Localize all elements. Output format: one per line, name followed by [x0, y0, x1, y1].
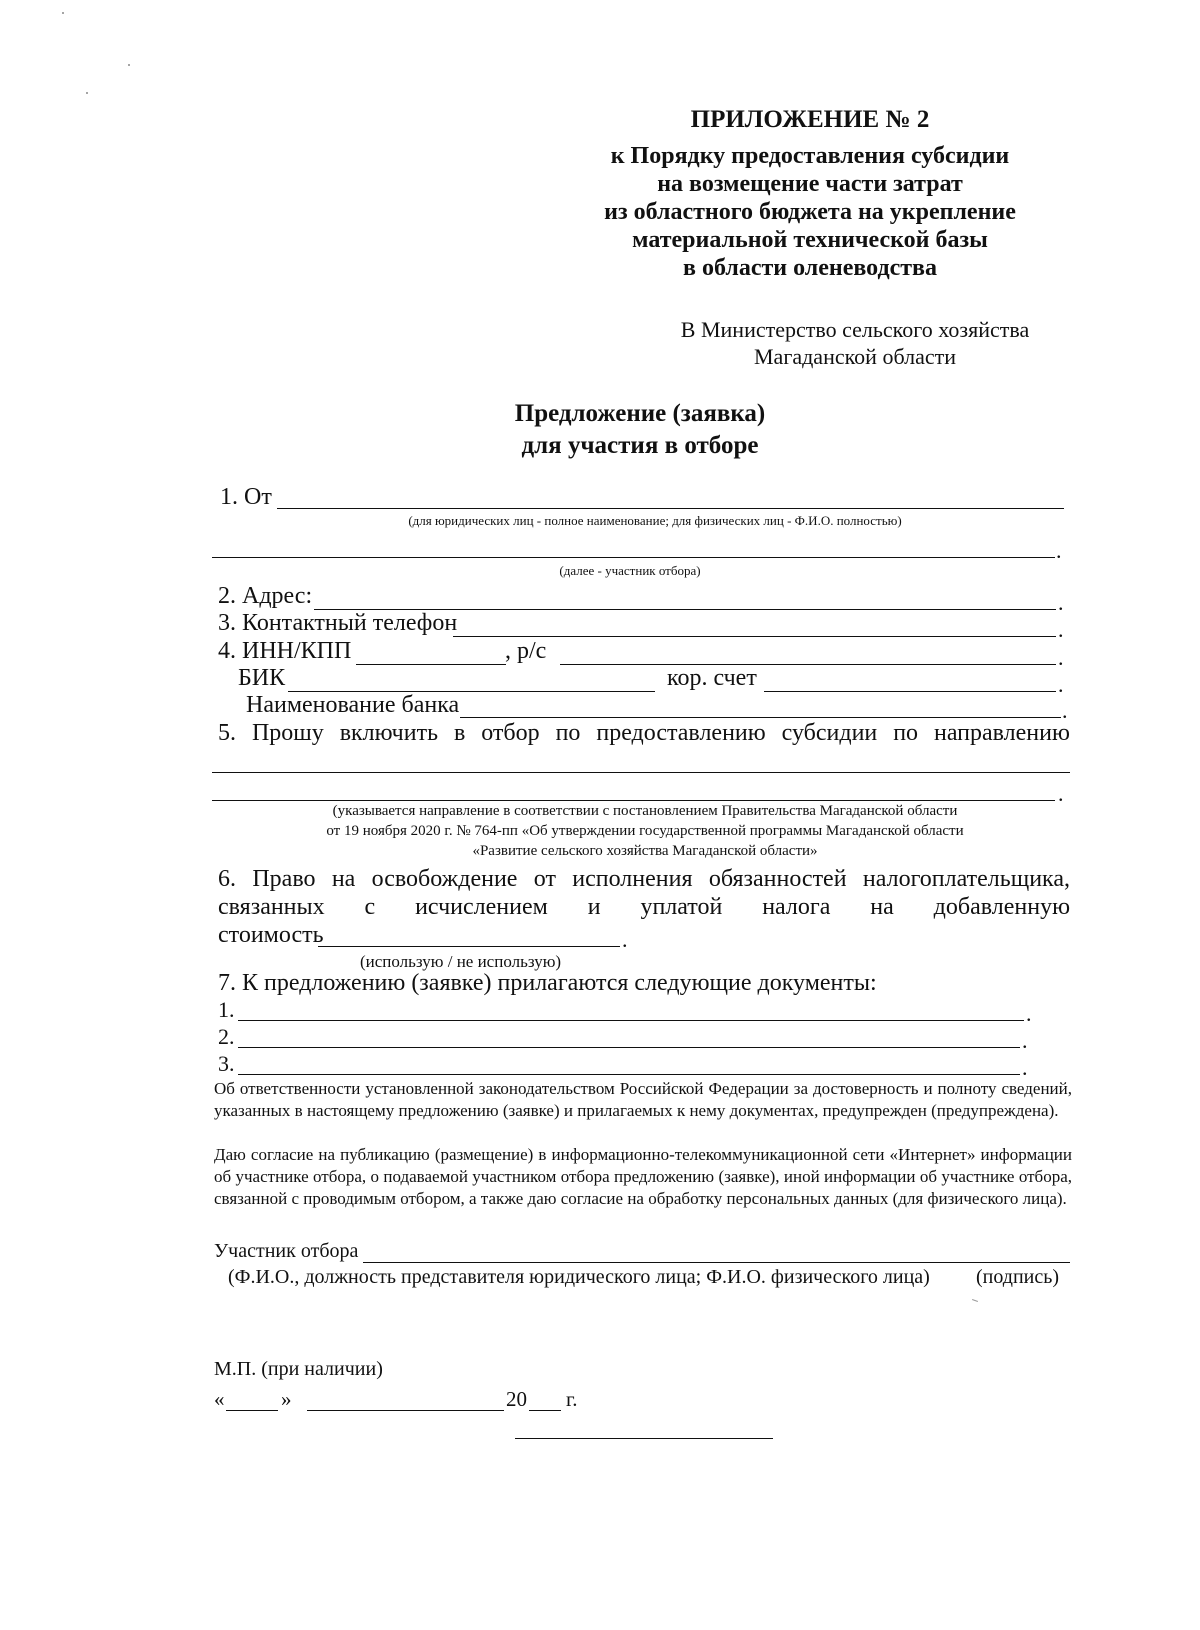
- doc-number: 2.: [218, 1024, 235, 1049]
- document-subtitle: для участия в отборе: [521, 432, 759, 459]
- item5-word: предоставлению: [596, 720, 766, 746]
- stamp-label: М.П. (при наличии): [214, 1358, 383, 1380]
- bik-label: БИК: [238, 665, 286, 691]
- appendix-line: на возмещение части затрат: [657, 171, 963, 197]
- item5-text: [218, 720, 1070, 747]
- from-field[interactable]: [277, 508, 1064, 509]
- appendix-line: материальной технической базы: [632, 227, 988, 253]
- item6-line: 6. Право на освобождение от исполнения обязанностей налогоплательщика,: [218, 866, 1070, 892]
- inn-label: 4. ИНН/КПП: [218, 638, 352, 664]
- day-field[interactable]: [226, 1410, 278, 1411]
- item7-label: 7. К предложению (заявке) прилагаются следующие документы:: [218, 970, 877, 996]
- line-end-period: .: [1058, 645, 1064, 670]
- appendix-line: в области оленеводства: [682, 255, 938, 281]
- item5-word: включить: [339, 720, 439, 746]
- item5-hint: «Развитие сельского хозяйства Магаданской области»: [472, 843, 818, 859]
- inn-field[interactable]: [356, 664, 506, 665]
- scan-mark: [972, 1299, 978, 1302]
- document-field-3[interactable]: [238, 1074, 1020, 1075]
- document-field-1[interactable]: [238, 1020, 1024, 1021]
- signature-hint: (подпись): [976, 1266, 1060, 1288]
- address-label: 2. Адрес:: [218, 583, 313, 609]
- item6-line: связанных с исчислением и уплатой налога на добавленную: [218, 894, 1070, 920]
- from-label: 1. От: [220, 484, 272, 510]
- year-field[interactable]: [529, 1410, 561, 1411]
- line-end-period: .: [1056, 538, 1062, 563]
- from-hint: (для юридических лиц - полное наименование; для физических лиц - Ф.И.О. полностью): [408, 513, 902, 528]
- scan-speck: [62, 12, 64, 14]
- line-end-period: .: [1058, 590, 1064, 615]
- account-field[interactable]: [560, 664, 1056, 665]
- year-prefix: 20: [506, 1387, 527, 1411]
- month-field[interactable]: [307, 1410, 504, 1411]
- line-end-period: .: [1062, 698, 1068, 723]
- item5-word: по: [555, 720, 581, 746]
- document-title: Предложение (заявка): [514, 400, 766, 427]
- scan-speck: [86, 92, 88, 94]
- appendix-line: к Порядку предоставления субсидии: [610, 143, 1010, 169]
- participant-field[interactable]: [363, 1262, 1070, 1263]
- doc-number: 3.: [218, 1051, 235, 1076]
- consent-paragraph: Даю согласие на публикацию (размещение) в информационно-телекоммуникационной сети «Интернет» информации об участнике отбора, о подаваемой участником отбора предложению (заявке), иной информации об участнике отбора, связанной с проводимым отбором, а также даю согласие на обработку персональных данных (для физического лица).: [214, 1145, 1072, 1208]
- item5-word: субсидии: [781, 720, 878, 746]
- line-end-period: .: [1026, 1001, 1032, 1026]
- addressee-line: В Министерство сельского хозяйства: [680, 317, 1030, 342]
- item5-hint: от 19 ноября 2020 г. № 764-пп «Об утверждении государственной программы Магаданской области: [326, 823, 964, 839]
- item5-word: направлению: [933, 720, 1070, 746]
- item5-word: 5.: [218, 720, 236, 746]
- line-end-period: .: [1058, 672, 1064, 697]
- appendix-title: ПРИЛОЖЕНИЕ № 2: [690, 106, 930, 133]
- doc-number: 1.: [218, 997, 235, 1022]
- participant-hint: (далее - участник отбора): [559, 563, 701, 578]
- phone-field[interactable]: [453, 636, 1056, 637]
- line-end-period: .: [1058, 781, 1064, 806]
- direction-field-continuation[interactable]: [212, 800, 1055, 801]
- item5-word: отбор: [481, 720, 540, 746]
- item5-hint: (указывается направление в соответствии с постановлением Правительства Магаданской области: [332, 803, 958, 819]
- item5-word: Прошу: [251, 720, 324, 746]
- direction-field[interactable]: [212, 772, 1070, 773]
- vat-field[interactable]: [318, 946, 620, 947]
- addressee-line: Магаданской области: [754, 344, 956, 369]
- corr-account-label: кор. счет: [667, 665, 757, 691]
- phone-label: 3. Контактный телефон: [218, 610, 458, 636]
- participant-label: Участник отбора: [214, 1240, 359, 1262]
- item6-line: стоимость: [218, 922, 324, 948]
- appendix-line: из областного бюджета на укрепление: [604, 199, 1016, 225]
- document-field-2[interactable]: [238, 1047, 1020, 1048]
- item5-word: в: [453, 720, 466, 746]
- line-end-period: .: [622, 927, 628, 952]
- line-end-period: .: [1022, 1028, 1028, 1053]
- year-suffix: г.: [566, 1387, 578, 1411]
- responsibility-paragraph: Об ответственности установленной законодательством Российской Федерации за достоверность и полноту сведений, указанных в настоящему предложению (заявке) и прилагаемых к нему документах, предупрежден (предупреждена).: [214, 1079, 1072, 1120]
- line-end-period: .: [1058, 617, 1064, 642]
- vat-hint: (использую / не использую): [360, 952, 562, 971]
- bank-field[interactable]: [460, 717, 1061, 718]
- from-field-continuation[interactable]: [212, 557, 1055, 558]
- name-hint: (Ф.И.О., должность представителя юридического лица; Ф.И.О. физического лица): [228, 1266, 930, 1288]
- date-close-quote: »: [281, 1387, 292, 1411]
- bank-label: Наименование банка: [246, 692, 460, 718]
- line-end-period: .: [1022, 1055, 1028, 1080]
- item5-word: по: [893, 720, 919, 746]
- account-label: , р/с: [505, 638, 547, 664]
- bottom-line: [515, 1438, 773, 1439]
- scan-speck: [128, 64, 130, 66]
- corr-account-field[interactable]: [764, 691, 1056, 692]
- date-open-quote: «: [214, 1387, 225, 1411]
